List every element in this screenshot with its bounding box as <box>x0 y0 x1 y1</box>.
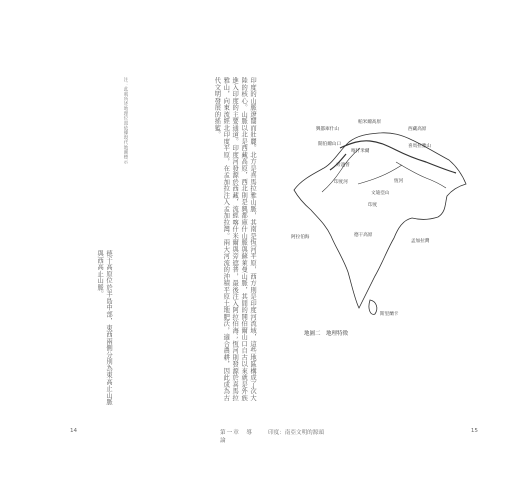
river <box>322 148 360 192</box>
map-label: 恆河 <box>394 179 404 184</box>
map-label: 興都庫什山 <box>316 127 339 132</box>
map-label: 西藏高原 <box>408 127 427 132</box>
map-label: 印度 <box>368 203 378 208</box>
coastline <box>294 133 466 308</box>
map-label: 印度河 <box>334 180 348 185</box>
body-text: 印度的山脈遼闊而壯麗。北方是喜馬拉雅山脈，其南是恆河平原，西方則是印度河流域，這些地區構成了次大陸的核心。山脈以北是西藏高原，西北則是興都庫什山脈與蘇萊曼山脈，其間的開伯爾山口自古以來就是外族進入印度的主要通道。印度河發源於西藏，流經喀什米爾與旁遮普，最後注入阿拉伯海；恆河則發源於喜馬拉雅山，向東流經北印度平原，在孟加拉注入孟加拉灣。兩大河流的沖積平原土地肥沃，適合農耕，因此成為古代文明發展的搖籃。 <box>213 77 256 401</box>
map-label: 斯里蘭卡 <box>380 312 399 317</box>
footnote: 注：此處所述地理位置依據現代地圖標示 <box>123 77 128 165</box>
page-number: 14 <box>70 428 78 434</box>
map-label: 文迪亞山 <box>371 191 390 196</box>
sri-lanka <box>369 300 377 314</box>
map-label: 孟加拉灣 <box>411 239 430 244</box>
map-label: 喀什米爾 <box>351 149 370 154</box>
map-label: 帕米爾高原 <box>358 120 381 125</box>
map-label: 開伯爾山口 <box>318 142 341 147</box>
india-map <box>276 110 476 325</box>
map-figure <box>276 110 476 325</box>
running-header-book-title: 印度：南亞文明的源頭 <box>268 430 324 436</box>
mountain-range <box>340 141 456 173</box>
left-page <box>70 55 258 450</box>
map-label: 旁遮普 <box>336 163 350 168</box>
right-page <box>268 55 478 450</box>
running-header-chapter: 第一章 導論 <box>220 430 253 444</box>
page-number: 15 <box>470 428 478 434</box>
body-text-lower: 德干高原位於半島中部，東西兩側分別為東高止山脈與西高止山脈。 <box>96 250 112 406</box>
map-caption: 地圖二 地理特徵 <box>304 331 349 337</box>
map-label: 德干高原 <box>354 233 373 238</box>
map-label: 阿拉伯海 <box>291 235 310 240</box>
river <box>396 162 446 188</box>
map-label: 喜馬拉雅山 <box>408 144 431 149</box>
